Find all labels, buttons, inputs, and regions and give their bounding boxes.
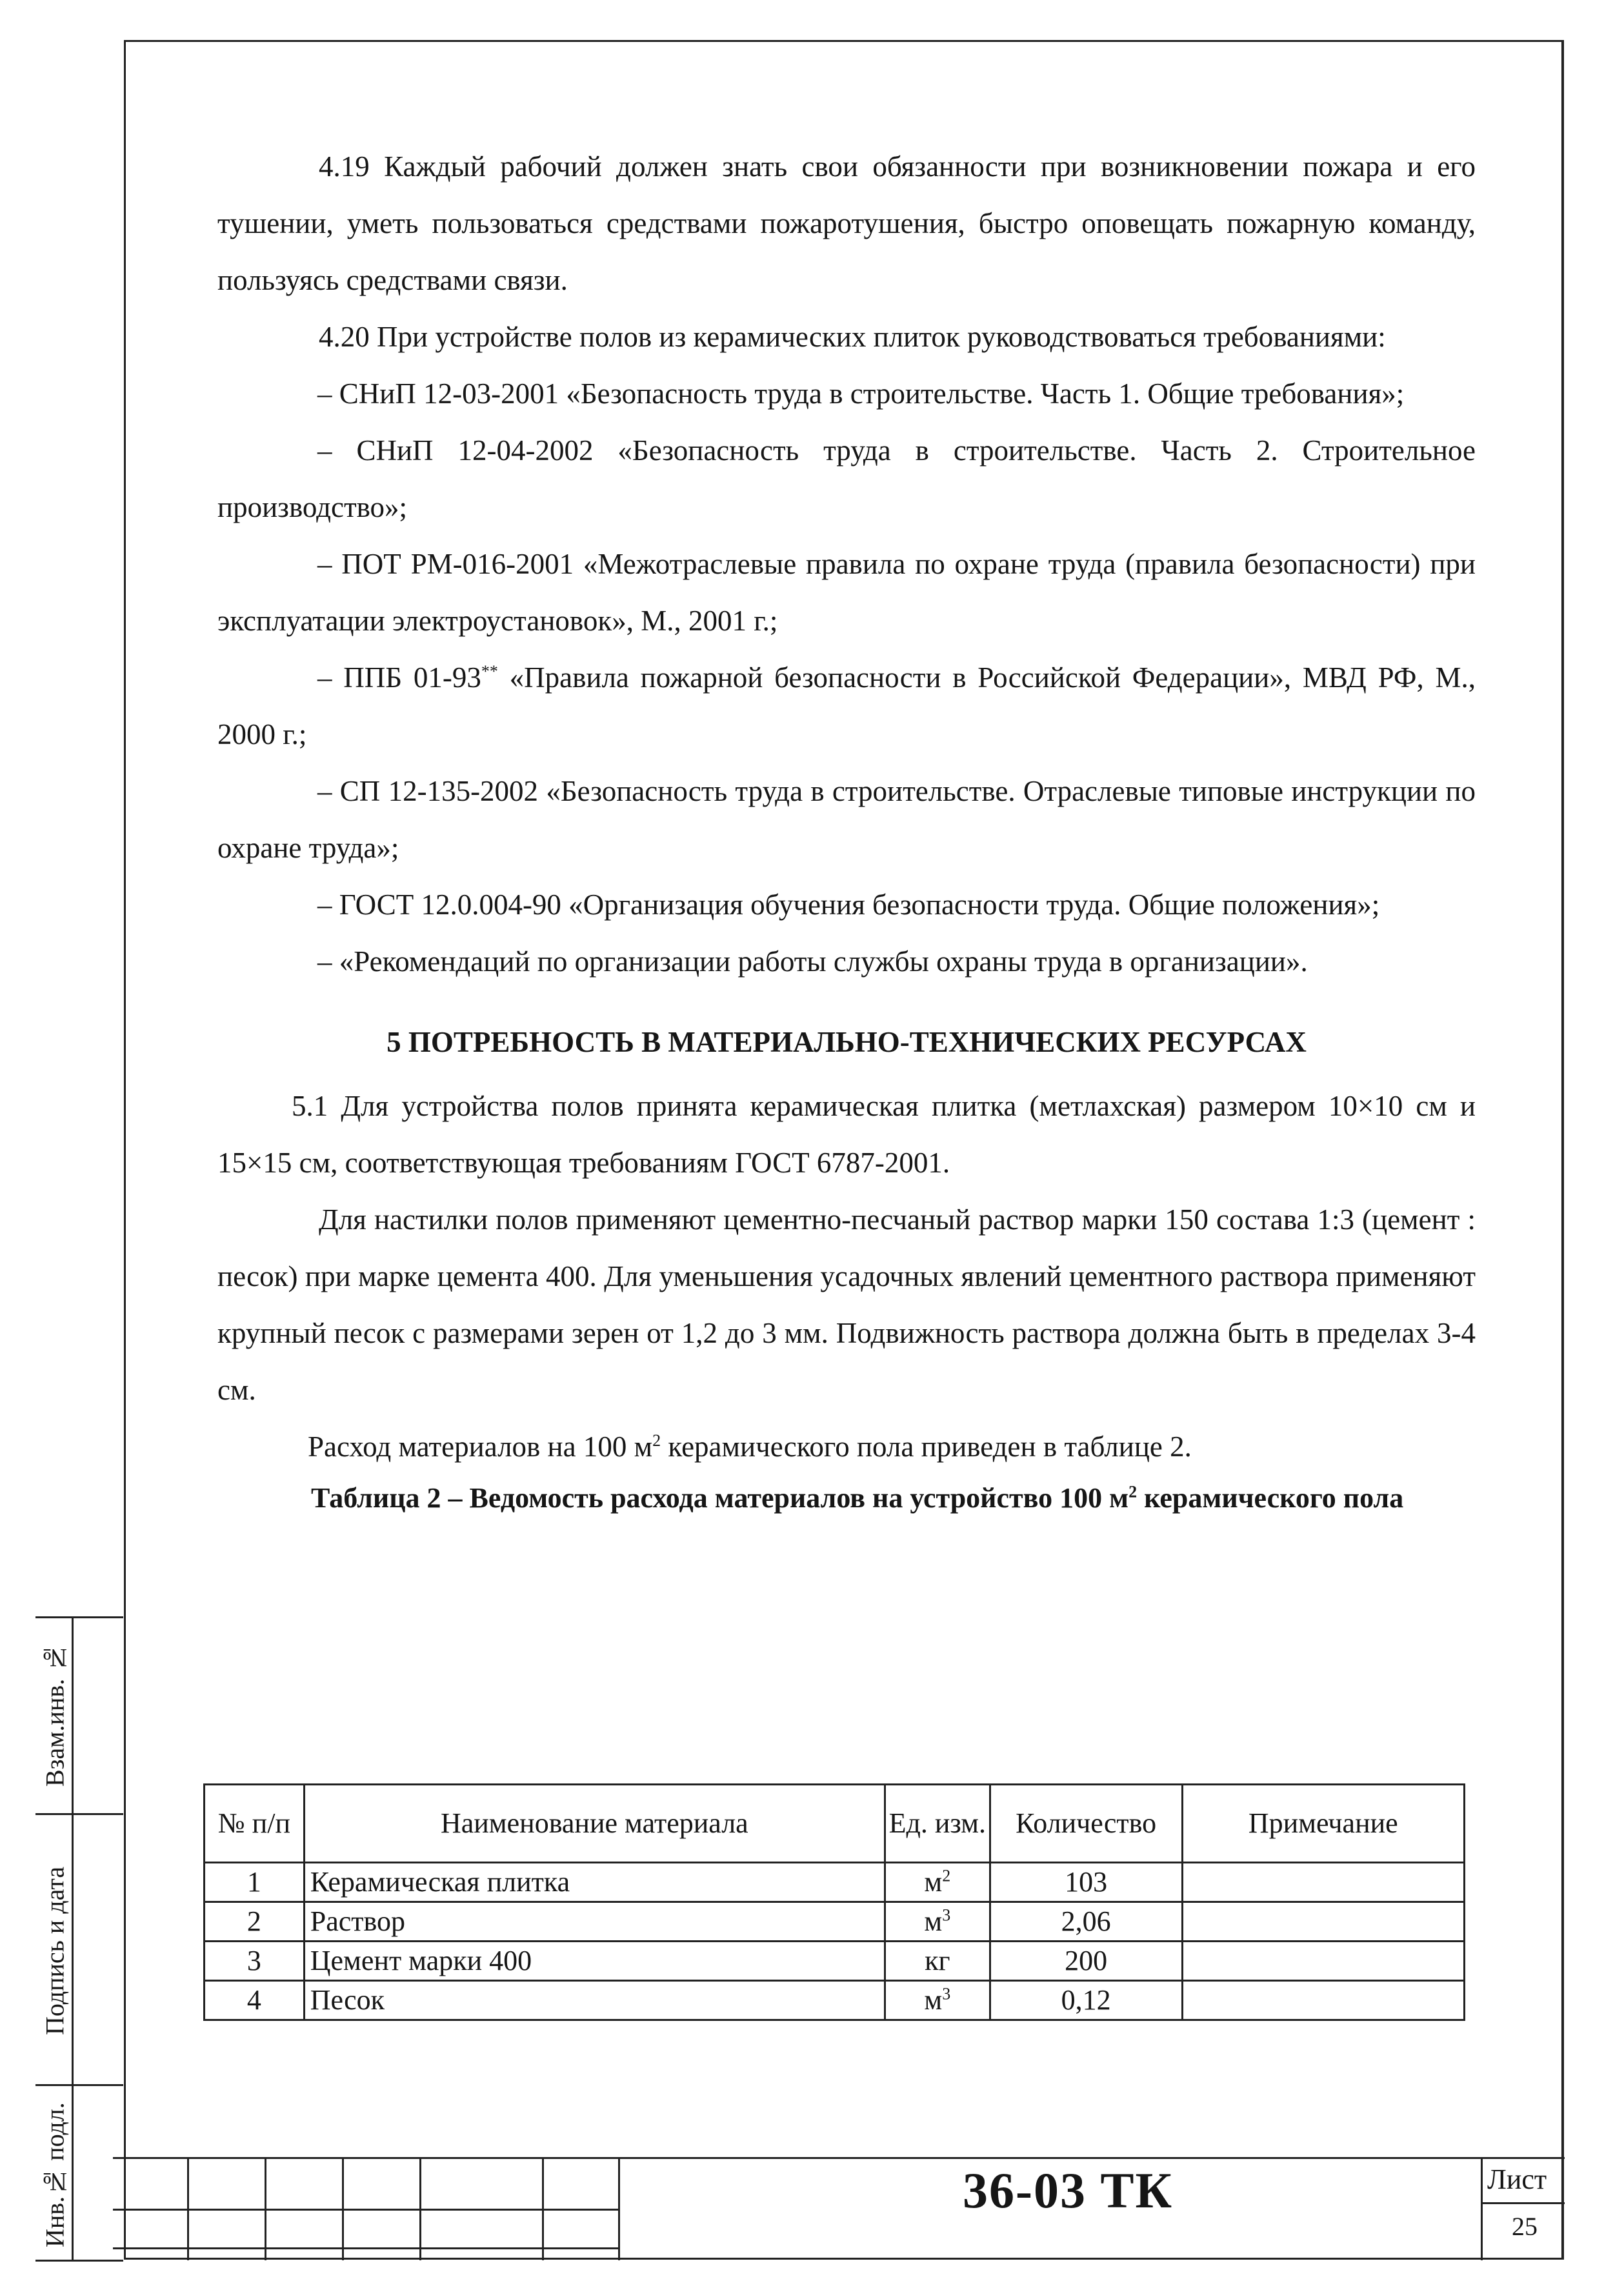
- row-number: 1: [205, 1863, 305, 1902]
- header-number: № п/п: [205, 1785, 305, 1863]
- row-quantity: 103: [990, 1863, 1182, 1902]
- bullet-snip-12-03: – СНиП 12-03-2001 «Безопасность труда в строительстве. Часть 1. Общие требования»;: [317, 377, 1405, 410]
- header-material: Наименование материала: [304, 1785, 885, 1863]
- table-row: [205, 1902, 1465, 1942]
- paragraph-4-19: 4.19 Каждый рабочий должен знать свои обязанности при возникновении пожара и его тушении, уметь пользоваться средствами пожаротушения, быстро оповещать пожарную команду, пользуясь средствами связи.: [217, 150, 1476, 296]
- stamp-line: [1481, 2157, 1483, 2260]
- row-material: Песок: [304, 1981, 885, 2020]
- left-stamp: [35, 1616, 123, 2262]
- bullet-sp-12-135: – СП 12-135-2002 «Безопасность труда в строительстве. Отраслевые типовые инструкции по охране труда»;: [217, 775, 1476, 864]
- row-number: 4: [205, 1981, 305, 2020]
- vzam-cell: [35, 1616, 123, 1813]
- row-note: [1182, 1942, 1464, 1981]
- stamp-line: [265, 2157, 266, 2260]
- sheet-label: Лист: [1487, 2164, 1547, 2195]
- sidebar-divider: [72, 1616, 74, 2262]
- sheet-number: 25: [1512, 2212, 1538, 2241]
- document-body: [217, 138, 1476, 1515]
- inv-cell: [35, 2084, 123, 2262]
- row-material: Цемент марки 400: [304, 1942, 885, 1981]
- stamp-line: [542, 2157, 544, 2260]
- table-row: [205, 1863, 1465, 1902]
- header-unit: Ед. изм.: [885, 1785, 990, 1863]
- row-quantity: 200: [990, 1942, 1182, 1981]
- row-unit: $м^3$: [885, 1902, 990, 1942]
- bullet-snip-12-04: – СНиП 12-04-2002 «Безопасность труда в строительстве. Часть 2. Строительное производство»;: [217, 434, 1476, 523]
- podpis-cell: [35, 1813, 123, 2084]
- stamp-line: [419, 2157, 421, 2260]
- row-number: 3: [205, 1942, 305, 1981]
- row-unit: $м^3$: [885, 1981, 990, 2020]
- row-unit: $м^2$: [885, 1863, 990, 1902]
- row-quantity: 2,06: [990, 1902, 1182, 1942]
- table-row: [205, 1981, 1465, 2020]
- bullet-recommendations: – «Рекомендаций по организации работы службы охраны труда в организации».: [317, 945, 1308, 978]
- stamp-line: [1481, 2202, 1565, 2205]
- paragraph-4-20: 4.20 При устройстве полов из керамических плиток руководствоваться требованиями:: [319, 321, 1386, 353]
- table-row: [205, 1942, 1465, 1981]
- table-caption: Таблица 2 – Ведомость расхода материалов на устройство 100 $м^2$ керамического пола: [311, 1482, 1404, 1514]
- paragraph-mortar: Для настилки полов применяют цементно-песчаный раствор марки 150 состава 1:3 (цемент : песок) при марке цемента 400. Для уменьшения усадочных явлений цементного раствора применяют крупный песок с размерами зерен от 1,2 до 3 мм. Подвижность раствора должна быть в пределах 3-4 см.: [217, 1203, 1476, 1406]
- row-number: 2: [205, 1902, 305, 1942]
- materials-table: [203, 1783, 1465, 2021]
- stamp-line: [113, 2157, 1565, 2160]
- bullet-ppb: – ППБ 01-93** «Правила пожарной безопасности в Российской Федерации», МВД РФ, М., 2000 г.;: [217, 661, 1476, 750]
- row-material: Керамическая плитка: [304, 1863, 885, 1902]
- document-code: 36-03 ТК: [962, 2162, 1174, 2218]
- inv-label: Инв.№ подл.: [40, 2102, 70, 2247]
- row-note: [1182, 1902, 1464, 1942]
- section-5-title: 5 ПОТРЕБНОСТЬ В МАТЕРИАЛЬНО-ТЕХНИЧЕСКИХ РЕСУРСАХ: [386, 1026, 1307, 1058]
- bullet-gost-12-0-004: – ГОСТ 12.0.004-90 «Организация обучения безопасности труда. Общие положения»;: [317, 889, 1380, 921]
- row-note: [1182, 1863, 1464, 1902]
- podpis-label: Подпись и дата: [40, 1866, 70, 2035]
- row-unit: кг: [885, 1942, 990, 1981]
- bullet-pot-rm: – ПОТ РМ-016-2001 «Межотраслевые правила по охране труда (правила безопасности) при эксплуатации электроустановок», М., 2001 г.;: [217, 548, 1476, 637]
- paragraph-5-1: 5.1 Для устройства полов принята керамическая плитка (метлахская) размером 10×10 см и 15×15 см, соответствующая требованиям ГОСТ 6787-2001.: [217, 1090, 1476, 1179]
- vzam-label: Взам.инв. №: [40, 1643, 70, 1787]
- row-quantity: 0,12: [990, 1981, 1182, 2020]
- stamp-line: [618, 2157, 620, 2260]
- paragraph-usage: Расход материалов на 100 $м^2$ керамического пола приведен в таблице 2.: [308, 1431, 1192, 1463]
- header-quantity: Количество: [990, 1785, 1182, 1863]
- table-header-row: [205, 1785, 1465, 1863]
- stamp-line: [187, 2157, 189, 2260]
- stamp-line: [342, 2157, 344, 2260]
- row-note: [1182, 1981, 1464, 2020]
- header-note: Примечание: [1182, 1785, 1464, 1863]
- row-material: Раствор: [304, 1902, 885, 1942]
